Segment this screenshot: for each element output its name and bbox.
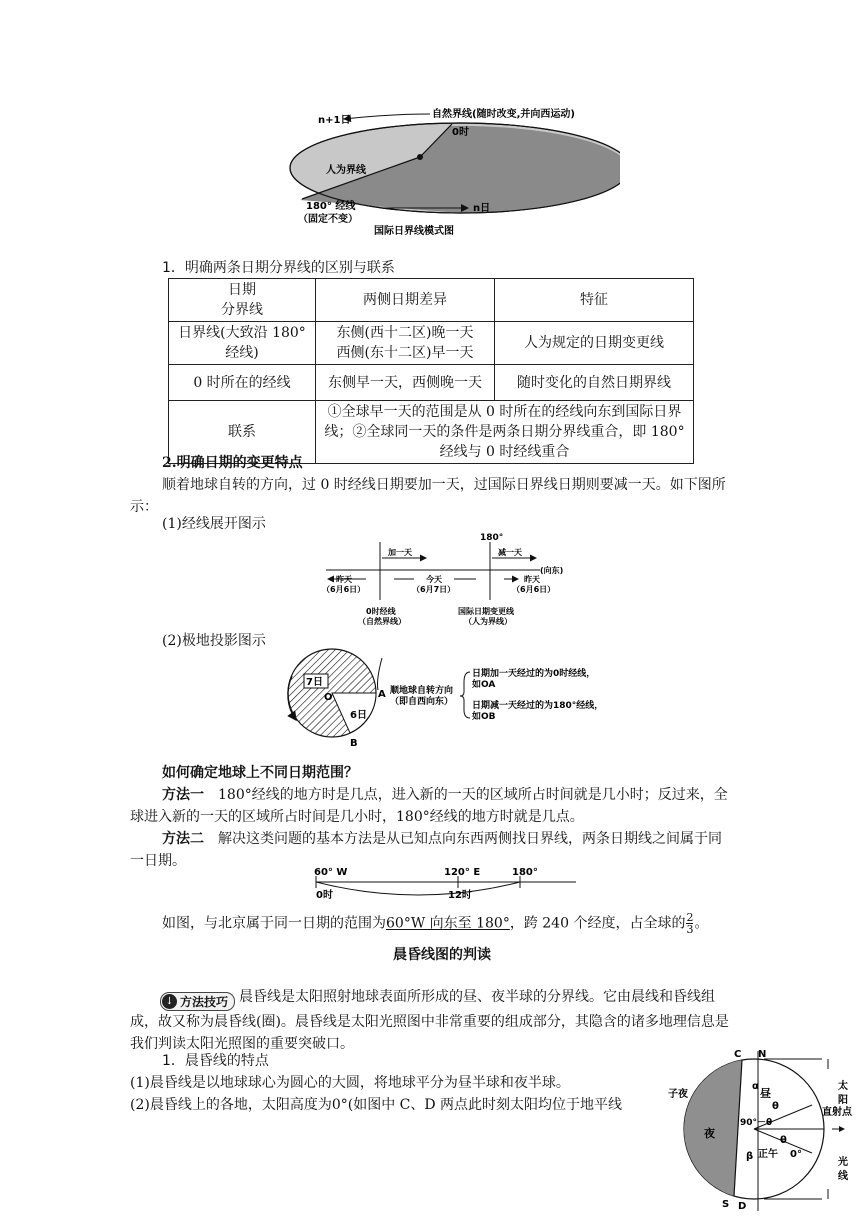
feature-point-1: (1)晨昏线是以地球球心为圆心的大圆，将地球平分为昼半球和夜半球。	[130, 1075, 570, 1091]
date-line-model-figure	[280, 100, 620, 240]
conclusion-line	[162, 912, 708, 935]
idl-label: 国际日期变更线	[458, 607, 514, 616]
fraction-numerator: 2	[686, 911, 694, 924]
beta-label: β	[746, 1151, 754, 1162]
a-label: A	[378, 689, 386, 700]
zero-degree-label: 0°	[790, 1149, 802, 1160]
conclusion-end: 。	[694, 915, 709, 932]
sub1-label: (1)经线展开图示	[162, 516, 266, 532]
d-label: D	[738, 1201, 747, 1212]
section2-paragraph: 顺着地球自转的方向，过 0 时经线日期要加一天，过国际日界线日期则要减一天。如下图所示：	[130, 477, 726, 515]
lon180-label: 180°	[480, 533, 504, 543]
n-label: N	[758, 1049, 767, 1060]
light-label-2: 线	[838, 1171, 848, 1182]
terminator-figure	[662, 1045, 860, 1216]
h12-label: 12时	[448, 890, 472, 901]
conclusion-mid: ，跨 240 个经度，占全球的	[509, 915, 686, 932]
light-label-1: 光	[838, 1157, 848, 1168]
fixed-label: （固定不变）	[298, 214, 358, 225]
table-cell: 东侧早一天，西侧晚一天	[316, 365, 495, 401]
day7-label: 7日	[306, 677, 323, 688]
direct-point-label: 直射点	[822, 1107, 852, 1118]
yesterday-date: （6月6日）	[322, 585, 366, 594]
section5-heading: 1．晨昏线的特点	[162, 1053, 269, 1069]
table-cell: 东侧(西十二区)晚一天 西侧(东十二区)早一天	[316, 322, 495, 365]
table-row	[169, 322, 694, 365]
down-arrow-icon: ↓	[162, 994, 177, 1009]
theta2-label: θ	[780, 1135, 787, 1146]
table-cell: 联系	[169, 401, 316, 464]
lon180-label: 180° 经线	[306, 201, 356, 212]
section5-title: 晨昏线图的判读	[393, 947, 491, 963]
method2-label: 方法二	[162, 831, 204, 847]
add-day-label: 加一天	[388, 548, 412, 557]
method1-text: 180°经线的地方时是几点，进入新的一天的区域所占时间就是几小时；反过来，全球进入新的一天的区域所占时间是几小时，180°经线的地方时就是几点。	[130, 787, 728, 825]
table-row	[169, 365, 694, 401]
direction-label-1: 顺地球自转方向	[390, 686, 454, 696]
fraction	[686, 912, 693, 935]
section2-heading: 2.明确日期的变更特点	[162, 455, 303, 471]
feature-point-2: (2)晨昏线上的各地，太阳高度为0°(如图中 C、D 两点此时刻太阳均位于地平线	[130, 1097, 623, 1113]
table-header-cell: 特征	[495, 279, 694, 322]
table-cell: ①全球早一天的范围是从 0 时所在的经线向东到国际日界线；②全球同一天的条件是两条日期分界线重合，即 180°经线与 0 时经线重合	[316, 401, 694, 464]
day-label: 昼	[760, 1087, 771, 1100]
section3-heading: 如何确定地球上不同日期范围？	[162, 765, 358, 781]
nday-label: n日	[473, 203, 491, 214]
method2-text: 解决这类问题的基本方法是从已知点向东西两侧找日界线，两条日期线之间属于同一日期。	[130, 831, 722, 869]
right-day-date: （6月6日）	[512, 585, 556, 594]
date-line-comparison-table	[168, 278, 694, 464]
fraction-denominator: 3	[686, 923, 694, 936]
figure-caption: 国际日界线模式图	[374, 226, 454, 237]
b-label: B	[350, 738, 358, 749]
table-row	[169, 279, 694, 322]
deg90-label: 90°－θ	[740, 1118, 773, 1128]
e120-label: 120° E	[444, 867, 481, 878]
table-cell: 0 时所在的经线	[169, 365, 316, 401]
yesterday-label: 昨天	[336, 575, 352, 584]
theta1-label: θ	[772, 1101, 779, 1112]
right-day-label: 昨天	[524, 575, 540, 584]
direction-label-2: （即自西向东）	[390, 697, 454, 707]
today-date: （6月7日）	[412, 585, 456, 594]
o-label: O	[324, 692, 333, 703]
sub2-label: (2)极地投影图示	[162, 633, 266, 649]
note2-line2: 如OB	[472, 712, 496, 722]
conclusion-pre: 如图，与北京属于同一日期的范围为	[162, 915, 386, 932]
w60-label: 60° W	[314, 867, 348, 878]
meridian-unfold-figure	[318, 530, 580, 630]
zero-line-label: 0时经线	[366, 607, 396, 616]
note2-line1: 日期减一天经过的为180°经线，	[472, 701, 604, 711]
table-header-cell: 日期 分界线	[169, 279, 316, 322]
alpha-label: α	[752, 1081, 759, 1092]
sun-label-2: 阳	[838, 1095, 848, 1106]
method-tip-badge	[160, 992, 235, 1011]
natural-label: （自然界线）	[358, 617, 406, 626]
minus-day-label: 减一天	[498, 548, 522, 557]
nplus1-label: n+1日	[318, 115, 351, 126]
note1-line2: 如OA	[472, 680, 496, 690]
noon-label: 正午	[758, 1149, 778, 1160]
table-cell: 日界线(大致沿 180° 经线)	[169, 322, 316, 365]
note1-line1: 日期加一天经过的为0时经线，	[472, 669, 596, 679]
method1-label: 方法一	[162, 787, 204, 803]
s-label: S	[722, 1199, 730, 1210]
zero-hour-label: 0时	[452, 127, 469, 138]
section1-heading: 1．明确两条日期分界线的区别与联系	[162, 260, 395, 276]
method1-paragraph	[130, 784, 735, 828]
section5-intro	[130, 986, 735, 1055]
longitude-range-figure	[310, 862, 580, 908]
badge-label: 方法技巧	[180, 994, 229, 1009]
natural-line-label: 自然界线(随时改变,并向西运动)	[432, 109, 575, 120]
intro-text: 晨昏线是太阳照射地球表面所形成的昼、夜半球的分界线。它由晨线和昏线组成，故又称为晨昏线(圈)。晨昏线是太阳光照图中非常重要的组成部分，其隐含的诸多地理信息是我们判读太阳光照图的重要突破口。	[130, 989, 729, 1052]
e180-label: 180°	[512, 867, 538, 878]
midnight-label: 子夜	[668, 1089, 688, 1100]
table-header-cell: 两侧日期差异	[316, 279, 495, 322]
sun-label-1: 太	[838, 1081, 848, 1092]
table-cell: 随时变化的自然日期界线	[495, 365, 694, 401]
human-label: （人为界线）	[464, 617, 512, 626]
east-label: (向东)	[540, 566, 564, 575]
night-label: 夜	[704, 1127, 715, 1140]
day6-label: 6日	[350, 710, 367, 721]
polar-projection-figure	[280, 648, 620, 752]
conclusion-range: 60°W 向东至 180°	[386, 915, 510, 932]
c-label: C	[734, 1049, 742, 1060]
h0-label: 0时	[316, 890, 333, 901]
today-label: 今天	[426, 575, 442, 584]
human-line-label: 人为界线	[326, 165, 366, 176]
table-cell: 人为规定的日期变更线	[495, 322, 694, 365]
